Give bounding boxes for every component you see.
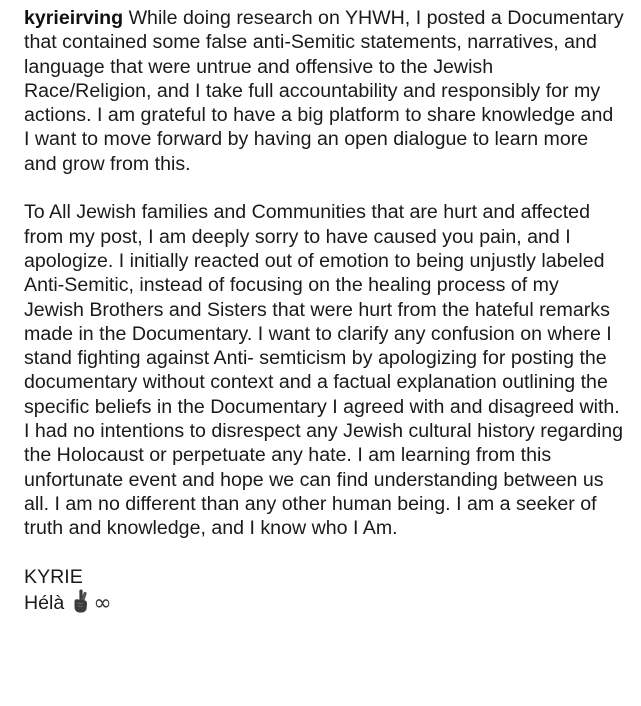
crossed-fingers-icon bbox=[70, 589, 90, 619]
caption-text: While doing research on YHWH, I posted a Documentary that contained some false anti-Semitic statements, narratives, and language that were untrue and offensive to the Jewish Race/Religion, and I take full accountability and responsibly for my actions. I am grateful to have a big platform to share knowledge and I want to move forward by having an open dialogue to learn more and grow from this. bbox=[24, 7, 624, 175]
signature-block bbox=[24, 565, 624, 617]
caption-paragraph-2: To All Jewish families and Communities that are hurt and affected from my post, I am deeply sorry to have caused you pain, and I apologize. I initially reacted out of emotion to being unjustly labeled Anti-Semitic, instead of focusing on the healing process of my Jewish Brothers and Sisters that were hurt from the hateful remarks made in the Documentary. I want to clarify any confusion on where I stand fighting against Anti- semticism by apologizing for posting the documentary without context and a factual explanation outlining the specific beliefs in the Documentary I agreed with and disagreed with. I had no intentions to disrespect any Jewish cultural history regarding the Holocaust or perpetuate any hate. I am learning from this unfortunate event and hope we can find understanding between us all. I am no different than any other human being. I am a seeker of truth and knowledge, and I know who I Am. bbox=[24, 201, 624, 540]
signature-tag: Hélà bbox=[24, 592, 65, 615]
signature-tag-line bbox=[24, 589, 624, 617]
infinity-icon: ∞ bbox=[93, 591, 112, 617]
caption-paragraph-1 bbox=[24, 6, 624, 176]
post-caption bbox=[24, 6, 624, 617]
signature-name: KYRIE bbox=[24, 565, 83, 588]
username-link[interactable]: kyrieirving bbox=[24, 7, 124, 29]
